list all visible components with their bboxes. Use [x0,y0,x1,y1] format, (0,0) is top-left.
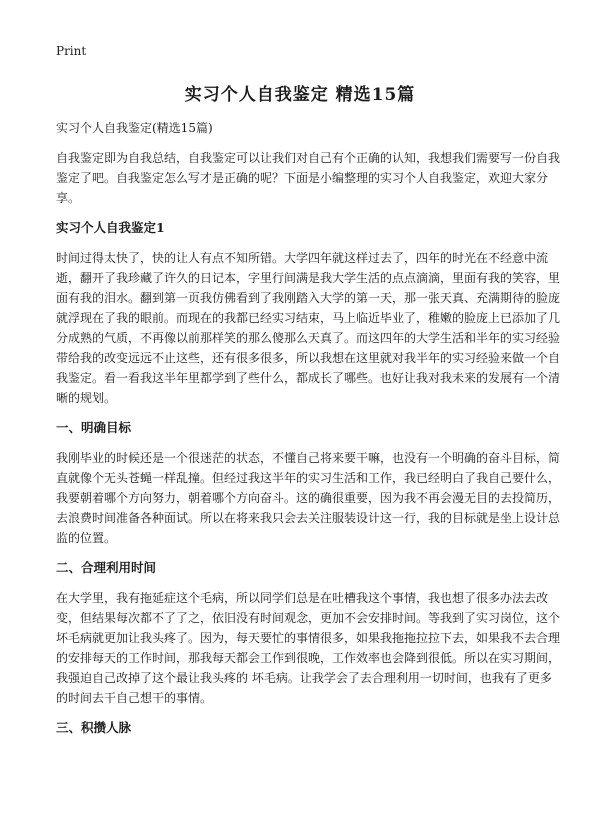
heading-networking: 三、积攒人脉 [56,720,132,735]
page-title: 实习个人自我鉴定 精选15篇 [184,85,416,105]
section1-paragraph: 时间过得太快了，快的让人有点不知所错。大学四年就这样过去了，四年的时光在不经意中流逝，翻开了我珍藏了许久的日记本，字里行间满是我大学生活的点点滴滴，里面有我的笑容，里面有我的泪水。翻到第一页我仿佛看到了我刚踏入大学的第一天，那一张天真、充满期待的脸庞就浮现在了我的眼前。而现在的我都已经实习结束，马上临近毕业了，稚嫩的脸庞上已添加了几分成熟的气质，不再像以前那样笑的那么傻那么天真了。而这四年的大学生活和半年的实习经验带给我的改变远远不止这些，还有很多很多，所以我想在这里就对我半年的实习经验来做一个自我鉴定。看一看我这半年里都学到了些什么，都成长了哪些。也好让我对我未来的发展有一个清晰的规划。 [56,251,561,405]
article-body [56,118,560,748]
print-link[interactable]: Print [56,44,87,58]
heading-time-management: 二、合理利用时间 [56,560,157,575]
time-paragraph: 在大学里，我有拖延症这个毛病，所以同学们总是在吐槽我这个事情，我也想了很多办法去改变，但结果每次都不了了之，依旧没有时间观念，更加不会安排时间。等我到了实习岗位，这个坏毛病就更加让我头疼了。因为，每天要忙的事情很多，如果我拖拖拉拉下去，如果我不去合理的安排每天的工作时间，那我每天都会工作到很晚，工作效率也会降到很低。所以在实习期间，我强迫自己改掉了这个最让我头疼的 坏毛病。让我学会了去合理利用一切时间，也我有了更多的时间去干自己想干的事情。 [56,591,561,705]
article-subtitle: 实习个人自我鉴定(精选15篇) [56,121,213,135]
section-heading-1: 实习个人自我鉴定1 [56,220,165,235]
intro-paragraph: 自我鉴定即为自我总结，自我鉴定可以让我们对自己有个正确的认知，我想我们需要写一份自我鉴定了吧。自我鉴定怎么写才是正确的呢？下面是小编整理的实习个人自我鉴定，欢迎大家分享。 [56,151,561,205]
heading-clear-goal: 一、明确目标 [56,420,132,435]
goal-paragraph: 我刚毕业的时候还是一个很迷茫的状态，不懂自己将来要干嘛，也没有一个明确的奋斗目标，简直就像个无头苍蝇一样乱撞。但经过我这半年的实习生活和工作，我已经明白了我自己要什么，我要朝着哪个方向努力，朝着哪个方向奋斗。这的确很重要，因为我不再会漫无目的去投简历，去浪费时间准备各种面试。所以在将来我只会去关注服装设计这一行，我的目标就是坐上设计总监的位置。 [56,451,561,545]
